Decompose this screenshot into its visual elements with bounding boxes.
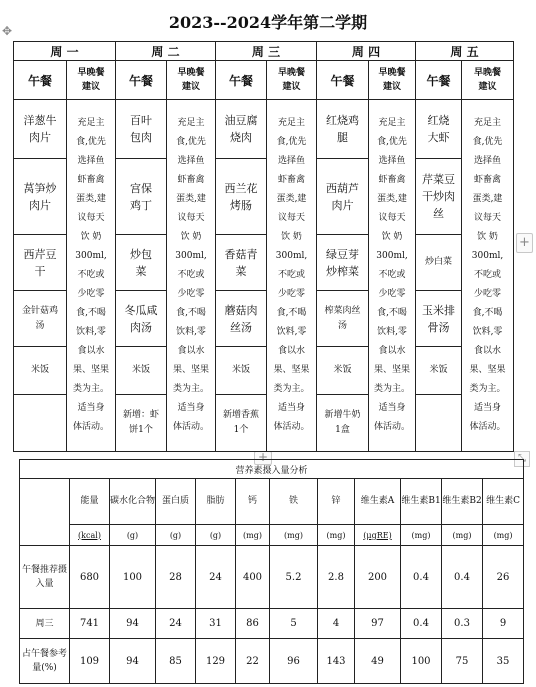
- advice-text-mon: [67, 100, 116, 452]
- value-cell: 96: [270, 639, 318, 684]
- table-row: [20, 608, 524, 638]
- advice-line: 选择鱼: [277, 156, 305, 166]
- advice-line: 食,优先: [276, 137, 307, 147]
- dish: 冬瓜咸肉汤: [116, 290, 166, 346]
- dish: 西芹豆干: [14, 234, 66, 290]
- added-item: 新增香蕉1个: [216, 394, 266, 451]
- lunch-column-fri: [416, 100, 462, 452]
- advice-line: 类为主。: [373, 384, 410, 394]
- unit-cell: (g): [196, 524, 236, 545]
- advice-line: 食,不喝: [76, 308, 106, 318]
- weekly-menu-table: [13, 41, 514, 452]
- value-cell: 24: [196, 546, 236, 609]
- advice-line: 议每天: [77, 213, 105, 223]
- advice-line: 虾畜禽: [473, 175, 501, 185]
- lunch-header: 午餐: [216, 61, 267, 100]
- advice-line: 不吃或: [378, 270, 406, 280]
- value-cell: 400: [236, 546, 270, 609]
- unit-cell: (g): [156, 524, 196, 545]
- value-cell: 22: [236, 639, 270, 684]
- lunch-header: 午餐: [14, 61, 67, 100]
- advice-line: 少吃零: [378, 289, 406, 299]
- unit-cell: (mg): [483, 524, 524, 545]
- advice-line: 类为主。: [469, 384, 506, 394]
- lunch-header: 午餐: [416, 61, 462, 100]
- value-cell: 200: [355, 546, 401, 609]
- value-cell: 100: [401, 639, 442, 684]
- value-cell: 24: [156, 608, 196, 638]
- advice-line: 食,优先: [472, 137, 503, 147]
- advice-line: 少吃零: [177, 289, 205, 299]
- table-row: [20, 639, 524, 684]
- advice-line: 体活动。: [72, 422, 109, 432]
- value-cell: 94: [110, 608, 156, 638]
- advice-line: 不吃或: [77, 270, 105, 280]
- advice-line: 类为主。: [172, 384, 209, 394]
- dish: 玉米排骨汤: [416, 290, 461, 346]
- dish: 红烧大虾: [427, 114, 450, 144]
- unit-cell: (μgRE): [355, 524, 401, 545]
- unit-cell: (mg): [401, 524, 442, 545]
- advice-line: 虾畜禽: [177, 175, 205, 185]
- advice-line: 饮料,零: [377, 327, 407, 337]
- advice-line: 食以水: [277, 346, 305, 356]
- nutrient-name: 维生素B2: [442, 479, 483, 525]
- day-header-thu: 周 四: [317, 42, 416, 61]
- advice-line: 类为主。: [273, 384, 310, 394]
- advice-text-fri: [462, 100, 514, 452]
- nutrition-analysis-table: [19, 459, 524, 684]
- lunch-column-mon: [14, 100, 67, 452]
- advice-line: 少吃零: [473, 289, 501, 299]
- advice-line: 饮 奶: [381, 232, 403, 242]
- value-cell: 0.3: [442, 608, 483, 638]
- value-cell: 31: [196, 608, 236, 638]
- advice-line: 果、坚果: [373, 365, 410, 375]
- advice-line: 体活动。: [273, 422, 310, 432]
- value-cell: 129: [196, 639, 236, 684]
- advice-header: 早晚餐 建议: [267, 61, 317, 100]
- value-cell: 5: [270, 608, 318, 638]
- advice-line: 蛋类,建: [472, 194, 503, 204]
- value-cell: 86: [236, 608, 270, 638]
- advice-line: 食,优先: [176, 137, 206, 147]
- advice-line: 饮料,零: [472, 327, 503, 337]
- value-cell: 143: [318, 639, 355, 684]
- advice-line: 300ml,: [175, 251, 207, 261]
- advice-line: 食,不喝: [176, 308, 206, 318]
- advice-line: 适当身: [378, 403, 406, 413]
- nutrient-name: 能量: [70, 479, 110, 525]
- advice-line: 食以水: [473, 346, 501, 356]
- advice-line: 食以水: [177, 346, 205, 356]
- value-cell: 100: [110, 546, 156, 609]
- advice-line: 选择鱼: [473, 156, 501, 166]
- advice-line: 300ml,: [471, 251, 504, 261]
- added-item: 新增牛奶1盒: [317, 394, 368, 451]
- lunch-column-wed: [216, 100, 267, 452]
- advice-line: 不吃或: [177, 270, 205, 280]
- table-move-handle-icon[interactable]: ✥: [1, 24, 13, 38]
- advice-line: 不吃或: [473, 270, 501, 280]
- advice-header: 早晚餐 建议: [462, 61, 514, 100]
- advice-line: 饮 奶: [80, 232, 102, 242]
- advice-line: 食,不喝: [276, 308, 307, 318]
- advice-line: 饮料,零: [276, 327, 307, 337]
- value-cell: 741: [70, 608, 110, 638]
- value-cell: 5.2: [270, 546, 318, 609]
- advice-line: 虾畜禽: [277, 175, 305, 185]
- nutrient-name: 钙: [236, 479, 270, 525]
- value-cell: 0.4: [401, 608, 442, 638]
- dish: 红烧鸡腿: [326, 114, 359, 144]
- dish: 洋葱牛肉片: [23, 114, 57, 144]
- page-title: 2023--2024学年第二学期: [168, 13, 368, 32]
- dish: 西兰花烤肠: [216, 158, 266, 234]
- dish: 宫保鸡丁: [116, 158, 166, 234]
- dish: 芹菜豆干炒肉丝: [416, 158, 461, 234]
- value-cell: 75: [442, 639, 483, 684]
- unit-cell: (g): [110, 524, 156, 545]
- unit-cell: (mg): [236, 524, 270, 545]
- nutrient-name: 维生素C: [483, 479, 524, 525]
- table-row: [20, 546, 524, 609]
- advice-line: 体活动。: [373, 422, 410, 432]
- value-cell: 680: [70, 546, 110, 609]
- dish: 炒包菜: [116, 234, 166, 290]
- advice-line: 充足主: [77, 118, 105, 128]
- advice-line: 虾畜禽: [378, 175, 406, 185]
- unit-cell: (mg): [270, 524, 318, 545]
- advice-line: 蛋类,建: [276, 194, 307, 204]
- dish: 榨菜肉丝汤: [317, 290, 368, 346]
- advice-line: 虾畜禽: [77, 175, 105, 185]
- dish: 炒白菜: [416, 234, 461, 290]
- advice-line: 食以水: [378, 346, 406, 356]
- advice-line: 果、坚果: [273, 365, 310, 375]
- nutrient-name: 脂肪: [196, 479, 236, 525]
- value-cell: 0.4: [401, 546, 442, 609]
- dish: 米饭: [416, 346, 461, 394]
- add-column-button[interactable]: +: [516, 233, 533, 253]
- advice-line: 少吃零: [77, 289, 105, 299]
- dish: 百叶包肉: [130, 114, 152, 144]
- lunch-header: 午餐: [317, 61, 369, 100]
- nutrient-name: 蛋白质: [156, 479, 196, 525]
- dish: 莴笋炒肉片: [14, 158, 66, 234]
- advice-line: 不吃或: [277, 270, 305, 280]
- day-header-mon: 周 一: [14, 42, 116, 61]
- value-cell: 26: [483, 546, 524, 609]
- advice-line: 蛋类,建: [377, 194, 407, 204]
- advice-line: 少吃零: [277, 289, 305, 299]
- dish: 米饭: [216, 346, 266, 394]
- value-cell: 85: [156, 639, 196, 684]
- value-cell: 0.4: [442, 546, 483, 609]
- advice-line: 饮料,零: [176, 327, 206, 337]
- value-cell: 109: [70, 639, 110, 684]
- advice-line: 蛋类,建: [176, 194, 206, 204]
- dish: 米饭: [14, 346, 66, 394]
- value-cell: 4: [318, 608, 355, 638]
- advice-line: 适当身: [77, 403, 105, 413]
- advice-line: 议每天: [473, 213, 501, 223]
- value-cell: 2.8: [318, 546, 355, 609]
- lunch-column-thu: [317, 100, 369, 452]
- advice-line: 议每天: [177, 213, 205, 223]
- advice-line: 充足主: [378, 118, 406, 128]
- value-cell: 28: [156, 546, 196, 609]
- advice-line: 充足主: [473, 118, 501, 128]
- nutrient-name: 碳水化合物: [110, 479, 156, 525]
- add-row-button[interactable]: +: [254, 451, 272, 465]
- value-cell: 94: [110, 639, 156, 684]
- advice-header: 早晚餐 建议: [167, 61, 216, 100]
- dish: 米饭: [116, 346, 166, 394]
- advice-line: 食,不喝: [377, 308, 407, 318]
- day-header-fri: 周 五: [416, 42, 514, 61]
- value-cell: 35: [483, 639, 524, 684]
- advice-line: 果、坚果: [469, 365, 506, 375]
- advice-line: 选择鱼: [177, 156, 205, 166]
- advice-line: 食,优先: [377, 137, 407, 147]
- nutrient-name: 维生素B1: [401, 479, 442, 525]
- advice-header: 早晚餐 建议: [67, 61, 116, 100]
- advice-line: 蛋类,建: [76, 194, 106, 204]
- advice-line: 食,优先: [76, 137, 106, 147]
- nutrient-name: 维生素A: [355, 479, 401, 525]
- dish: 米饭: [317, 346, 368, 394]
- advice-line: 300ml,: [75, 251, 107, 261]
- advice-line: 300ml,: [376, 251, 408, 261]
- advice-line: 饮 奶: [477, 232, 498, 242]
- added-item: 新增：虾饼1个: [116, 394, 166, 451]
- table-resize-handle-icon[interactable]: ⤡: [514, 451, 530, 467]
- advice-line: 选择鱼: [378, 156, 406, 166]
- value-cell: 49: [355, 639, 401, 684]
- dish: 西葫芦肉片: [317, 158, 368, 234]
- advice-line: 300ml,: [275, 251, 308, 261]
- advice-line: 议每天: [378, 213, 406, 223]
- day-header-wed: 周 三: [216, 42, 317, 61]
- day-header-tue: 周 二: [116, 42, 216, 61]
- advice-line: 饮料,零: [76, 327, 106, 337]
- dish: 金针菇鸡汤: [14, 290, 66, 346]
- row-label: 周三: [20, 608, 70, 638]
- advice-line: 饮 奶: [180, 232, 202, 242]
- unit-cell: (mg): [442, 524, 483, 545]
- advice-line: 适当身: [277, 403, 305, 413]
- advice-line: 充足主: [277, 118, 305, 128]
- advice-text-tue: [167, 100, 216, 452]
- nutrient-name: 铁: [270, 479, 318, 525]
- dish: 香菇青菜: [216, 234, 266, 290]
- unit-cell: (kcal): [70, 524, 110, 545]
- nutrient-name: 锌: [318, 479, 355, 525]
- advice-text-wed: [267, 100, 317, 452]
- nutrition-caption: 营养素摄入量分析: [20, 460, 524, 479]
- advice-line: 类为主。: [72, 384, 109, 394]
- lunch-header: 午餐: [116, 61, 167, 100]
- advice-line: 体活动。: [172, 422, 209, 432]
- corner-cell: [20, 479, 70, 546]
- advice-line: 饮 奶: [281, 232, 302, 242]
- advice-line: 充足主: [177, 118, 205, 128]
- advice-text-thu: [369, 100, 416, 452]
- advice-header: 早晚餐 建议: [369, 61, 416, 100]
- dish: 蘑菇肉丝汤: [216, 290, 266, 346]
- value-cell: 9: [483, 608, 524, 638]
- row-label: 午餐推荐摄入量: [20, 546, 70, 609]
- unit-cell: (mg): [318, 524, 355, 545]
- lunch-column-tue: [116, 100, 167, 452]
- row-label: 占午餐参考量(%): [20, 639, 70, 684]
- advice-line: 果、坚果: [72, 365, 109, 375]
- advice-line: 食,不喝: [472, 308, 503, 318]
- advice-line: 体活动。: [469, 422, 506, 432]
- advice-line: 议每天: [277, 213, 305, 223]
- dish: 油豆腐烧肉: [224, 114, 258, 144]
- value-cell: 97: [355, 608, 401, 638]
- advice-line: 选择鱼: [77, 156, 105, 166]
- dish: 绿豆芽炒榨菜: [317, 234, 368, 290]
- advice-line: 果、坚果: [172, 365, 209, 375]
- advice-line: 适当身: [473, 403, 501, 413]
- advice-line: 食以水: [77, 346, 105, 356]
- advice-line: 适当身: [177, 403, 205, 413]
